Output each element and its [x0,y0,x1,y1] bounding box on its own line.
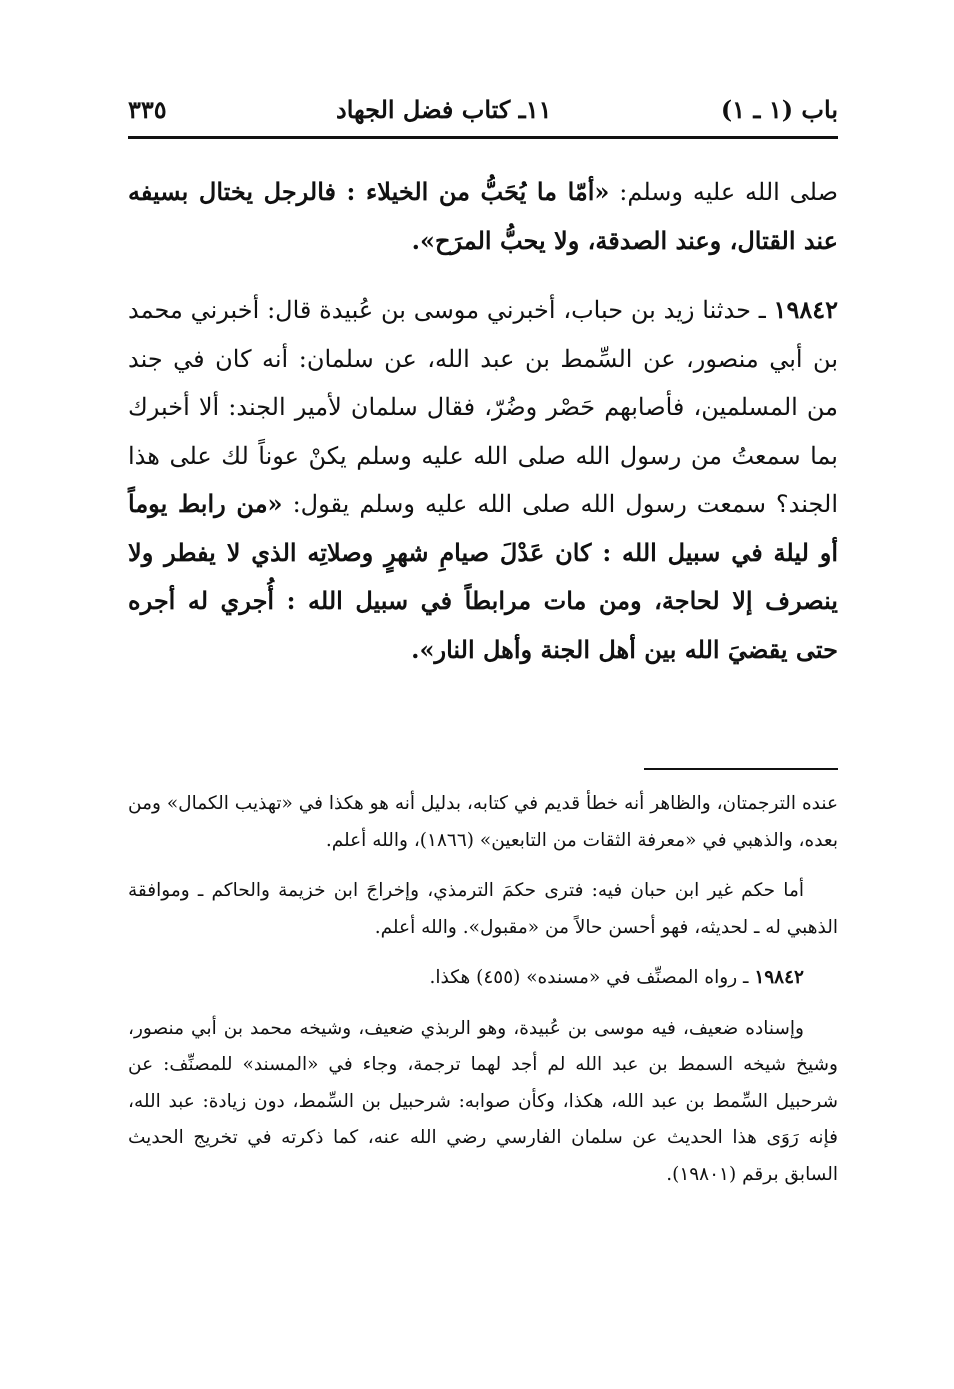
hadith-intro: صلى الله عليه وسلم: [609,178,838,206]
main-text [128,168,838,674]
hadith-chain: ـ حدثنا زيد بن حباب، أخبرني موسى بن عُبيدة قال: أخبرني محمد بن أبي منصور، عن السِّمط بن عبد الله، عن سلمان: أنه كان في جند من المسلمين، فأصابهم حَصْر وضُرّ، فقال سلمان لأمير الجند: ألا أخبرك بما سمعتُ من رسول الله صلى الله عليه وسلم يكنْ عوناً لك على هذا الجند؟ سمعت رسول الله صلى الله عليه وسلم يقول: [128,296,839,518]
footnote-3-text: ـ رواه المصنِّف في «مسنده» (٤٥٥) هكذا. [429,967,755,988]
page-number: ٣٣٥ [128,94,167,124]
book-title: ١١ـ كتاب فضل الجهاد [336,94,552,124]
hadith-19842 [128,286,838,674]
hadith-quote: «من رابط يوماً أو ليلة في سبيل الله : كان عَدْلَ صيامِ شهرٍ وصلاتِه الذي لا يفطر ولا ينصرف إلا لحاجة، ومن مات مرابطاً في سبيل الله : أُجري له أجره حتى يقضيَ الله بين أهل الجنة وأهل النار». [128,489,838,664]
footnote-rule [644,768,838,770]
chapter-reference: باب (١ ـ ١) [720,94,838,124]
footnote-1: عنده الترجمتان، والظاهر أنه خطأ قديم في كتابه، بدليل أنه هو هكذا في «تهذيب الكمال» ومن بعده، والذهبي في «معرفة الثقات من التابعين» (١٨٦٦)، والله أعلم. [128,793,838,851]
footnote-4: وإسناده ضعيف، فيه موسى بن عُبيدة، وهو الربذي ضعيف، وشيخه محمد بن أبي منصور، وشيخ شيخه السمط بن عبد الله لم أجد لهما ترجمة، وجاء في «المسند» للمصنِّف: عن شرحبيل السِّمط بن عبد الله، هكذا، وكأن صوابه: شرحبيل بن السِّمط، دون زيادة: عبد الله، فإنه رَوَى هذا الحديث عن سلمان الفارسي رضي الله عنه، كما ذكرته في تخريج الحديث السابق برقم (١٩٨٠١). [128,1017,838,1185]
footnote-2: أما حكم غير ابن حبان فيه: فترى حكمَ الترمذي، وإخراجَ ابن خزيمة والحاكم ـ وموافقة الذهبي له ـ لحديثه، فهو أحسن حالاً من «مقبول». والله أعلم. [128,880,838,938]
hadith-quote: «أمّا ما يُحَبُّ من الخيلاء : فالرجل يختال بسيفه عند القتال، وعند الصدقة، ولا يحبُّ المرَح». [128,177,838,255]
footnote-3 [128,960,838,997]
footnotes [128,786,838,1193]
running-header [128,86,838,132]
header-rule [128,136,838,139]
footnote-hadith-number: ١٩٨٤٢ [754,967,804,988]
hadith-number: ١٩٨٤٢ [773,295,838,324]
hadith-continuation [128,168,838,265]
